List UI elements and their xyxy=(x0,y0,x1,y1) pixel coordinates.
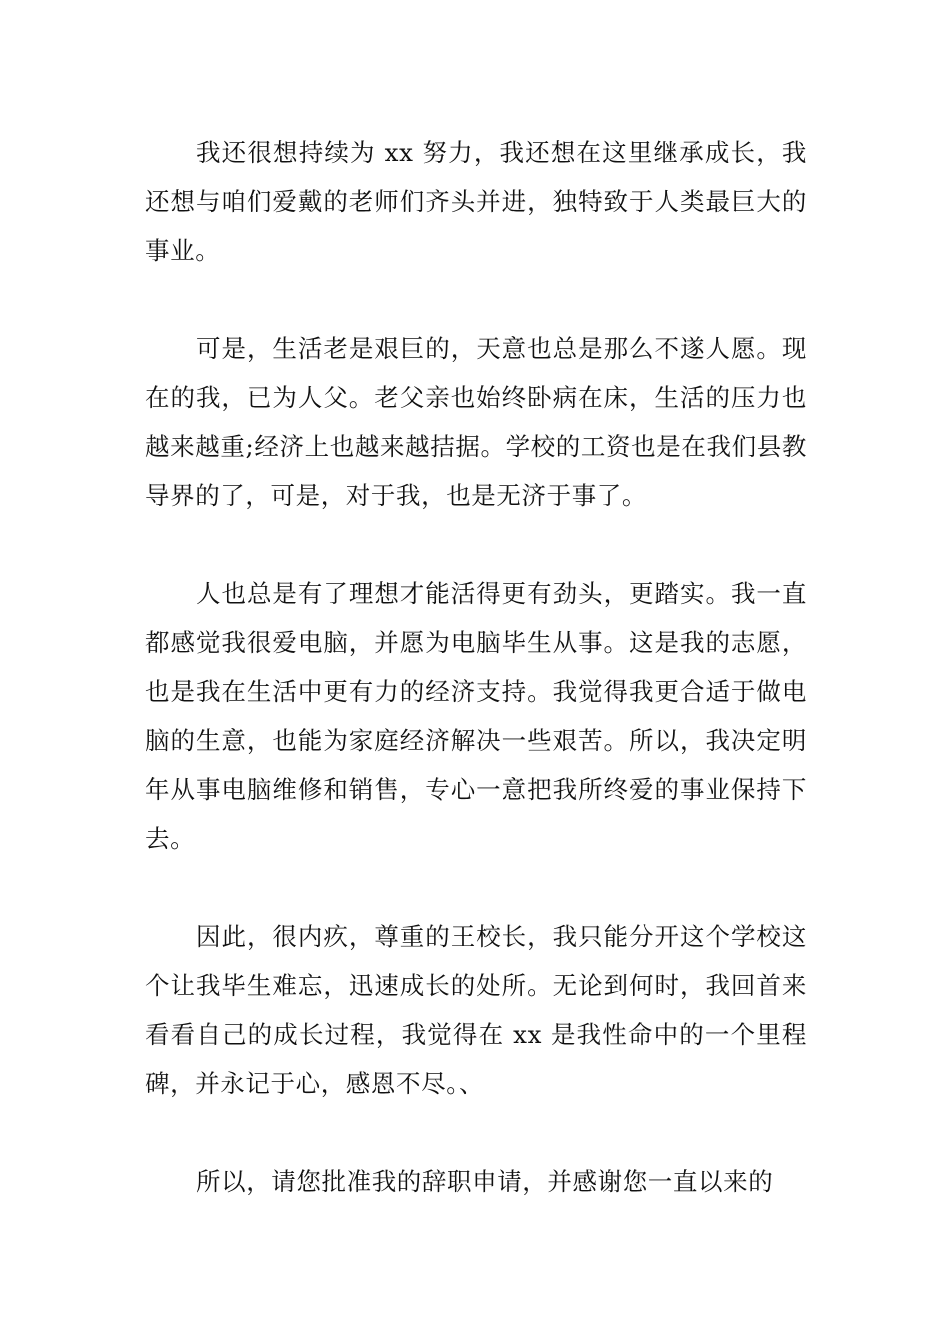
paragraph-leave-school: 因此，很内疚，尊重的王校长，我只能分开这个学校这个让我毕生难忘，迅速成长的处所。无论到何时，我回首来看看自己的成长过程，我觉得在 xx 是我性命中的一个里程碑，并永记于心，感恩不尽。、 xyxy=(145,922,807,1098)
paragraph-request-approval: 所以，请您批准我的辞职申请，并感谢您一直以来的 xyxy=(196,1167,774,1196)
body-text xyxy=(145,128,807,1206)
paragraph-computer-career: 人也总是有了理想才能活得更有劲头，更踏实。我一直都感觉我很爱电脑，并愿为电脑毕生从事。这是我的志愿，也是我在生活中更有力的经济支持。我觉得我更合适于做电脑的生意，也能为家庭经济解决一些艰苦。所以，我决定明年从事电脑维修和销售，专心一意把我所终爱的事业保持下去。 xyxy=(145,579,807,853)
paragraph-life-hardship: 可是，生活老是艰巨的，天意也总是那么不遂人愿。现在的我，已为人父。老父亲也始终卧病在床，生活的压力也越来越重;经济上也越来越拮据。学校的工资也是在我们县教导界的了，可是，对于我，也是无济于事了。 xyxy=(145,334,807,510)
paragraph-continue-effort: 我还很想持续为 xx 努力，我还想在这里继承成长，我还想与咱们爱戴的老师们齐头并进，独特致于人类最巨大的事业。 xyxy=(145,138,807,265)
